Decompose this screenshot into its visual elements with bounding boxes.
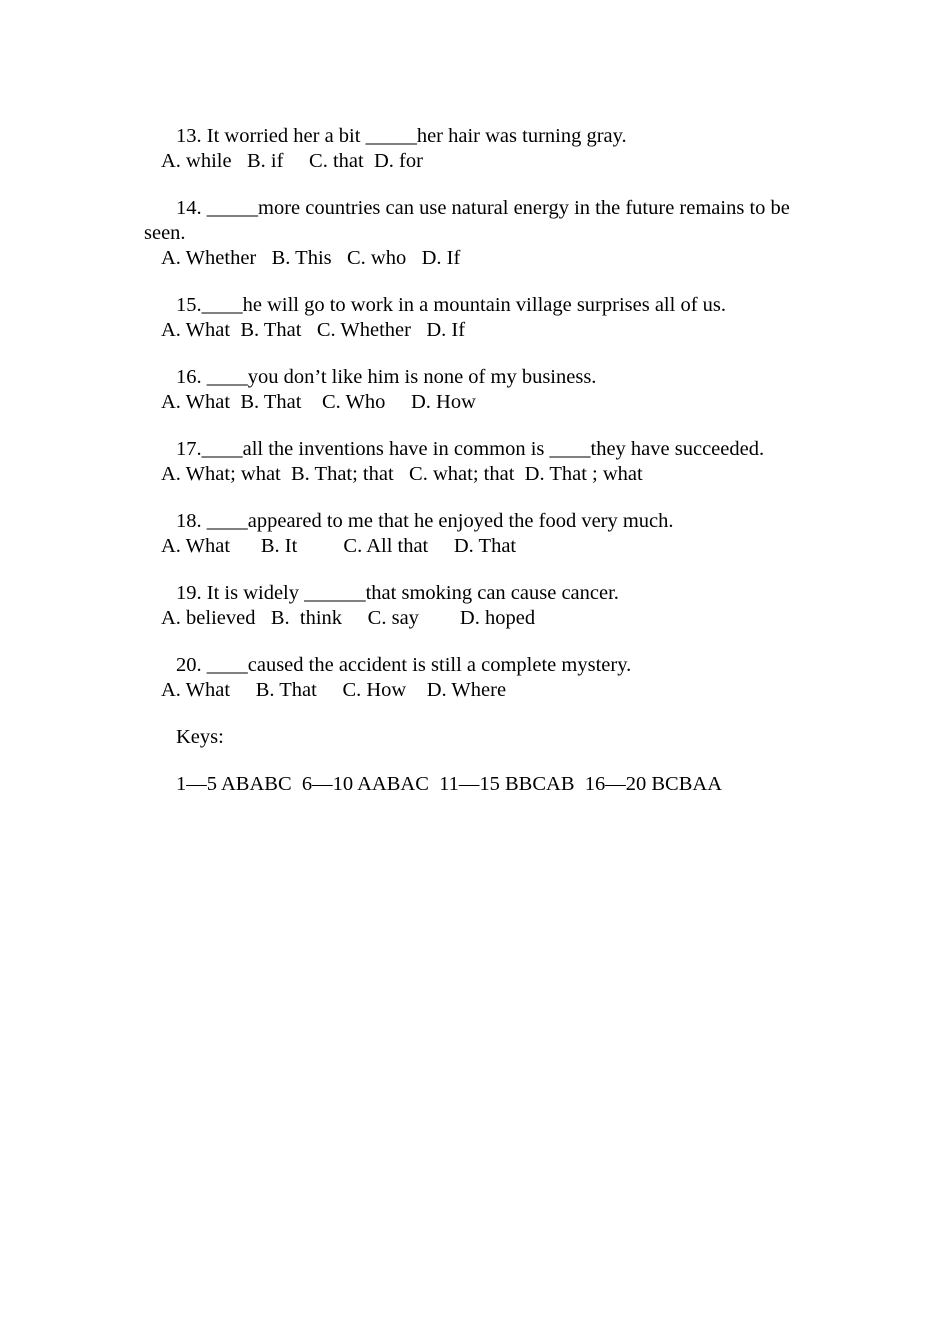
document-content [144,124,804,797]
question-13 [144,124,804,174]
question-stem: 15.____he will go to work in a mountain village surprises all of us. [176,294,727,316]
question-options: A. Whether B. This C. who D. If [161,247,461,269]
question-stem: 13. It worried her a bit _____her hair was turning gray. [176,125,627,147]
keys-label: Keys: [176,726,224,748]
question-options: A. What B. It C. All that D. That [161,535,517,557]
question-stem: 18. ____appeared to me that he enjoyed the food very much. [176,510,674,532]
question-14 [144,196,804,271]
question-16 [144,365,804,415]
question-18 [144,509,804,559]
question-stem: 19. It is widely ______that smoking can cause cancer. [176,582,619,604]
question-options: A. What B. That C. Whether D. If [161,319,466,341]
question-stem: 14. _____more countries can use natural energy in the future remains to be seen. [144,197,795,244]
question-options: A. believed B. think C. say D. hoped [161,607,536,629]
question-stem: 17.____all the inventions have in common is ____they have succeeded. [176,438,765,460]
question-options: A. What; what B. That; that C. what; that D. That ; what [161,463,643,485]
question-15 [144,293,804,343]
question-options: A. What B. That C. How D. Where [161,679,507,701]
question-19 [144,581,804,631]
question-stem: 16. ____you don’t like him is none of my business. [176,366,597,388]
question-options: A. What B. That C. Who D. How [161,391,476,413]
question-stem: 20. ____caused the accident is still a complete mystery. [176,654,632,676]
answer-keys: 1—5 ABABC 6—10 AABAC 11—15 BBCAB 16—20 BCBAA [176,773,722,795]
question-17 [144,437,804,487]
question-20 [144,653,804,703]
question-options: A. while B. if C. that D. for [161,150,423,172]
